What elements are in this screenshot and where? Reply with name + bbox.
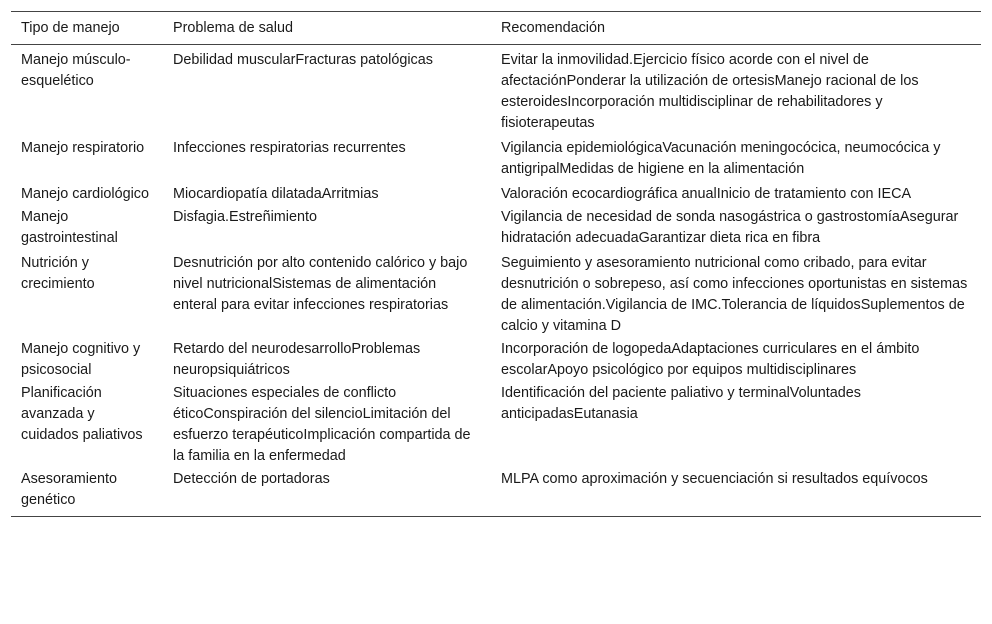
cell-recomendacion: MLPA como aproximación y secuenciación si resultados equívocos — [501, 471, 928, 487]
cell-tipo: Nutrición y crecimiento — [21, 255, 95, 292]
table-row — [11, 382, 981, 468]
cell-tipo: Manejo cognitivo y psicosocial — [21, 341, 141, 378]
cell-recomendacion: Vigilancia epidemiológicaVacunación meningocócica, neumocócica y antigripalMedidas de higiene en la alimentación — [501, 140, 941, 177]
cell-tipo: Planificación avanzada y cuidados paliativos — [21, 385, 143, 443]
cell-tipo: Manejo cardiológico — [21, 186, 149, 202]
cell-problema: Desnutrición por alto contenido calórico y bajo nivel nutricionalSistemas de alimentación enteral para evitar infecciones respiratorias — [173, 255, 468, 313]
table-row — [11, 137, 981, 183]
cell-problema: Detección de portadoras — [173, 471, 330, 487]
table-row — [11, 252, 981, 338]
cell-recomendacion: Incorporación de logopedaAdaptaciones curriculares en el ámbito escolarApoyo psicológico por equipos multidisciplinares — [501, 341, 920, 378]
table-body — [11, 45, 981, 517]
management-table — [11, 11, 981, 517]
cell-problema: Miocardiopatía dilatadaArritmias — [173, 186, 379, 202]
header-recomendacion: Recomendación — [501, 20, 605, 36]
cell-tipo: Manejo gastrointestinal — [21, 209, 118, 246]
cell-recomendacion: Vigilancia de necesidad de sonda nasogástrica o gastrostomíaAsegurar hidratación adecuadaGarantizar dieta rica en fibra — [501, 209, 959, 246]
cell-problema: Situaciones especiales de conflicto éticoConspiración del silencioLimitación del esfuerzo terapéuticoImplicación compartida de la familia en la enfermedad — [173, 385, 471, 464]
cell-recomendacion: Seguimiento y asesoramiento nutricional como cribado, para evitar desnutrición o sobrepeso, así como infecciones oportunistas en sistemas de alimentación.Vigilancia de IMC.Tolerancia de líquidosSuplementos de calcio y vitamina D — [501, 255, 968, 334]
table-row — [11, 183, 981, 206]
header-tipo-de-manejo: Tipo de manejo — [21, 20, 120, 36]
cell-problema: Debilidad muscularFracturas patológicas — [173, 52, 433, 68]
header-problema-de-salud: Problema de salud — [173, 20, 293, 36]
cell-problema: Retardo del neurodesarrolloProblemas neuropsiquiátricos — [173, 341, 421, 378]
management-table-container — [11, 11, 981, 517]
table-row — [11, 45, 981, 138]
cell-tipo: Manejo músculo-esquelético — [21, 52, 131, 89]
table-row — [11, 468, 981, 517]
table-row — [11, 338, 981, 382]
cell-problema: Infecciones respiratorias recurrentes — [173, 140, 406, 156]
table-row — [11, 206, 981, 252]
cell-recomendacion: Valoración ecocardiográfica anualInicio de tratamiento con IECA — [501, 186, 912, 202]
cell-tipo: Asesoramiento genético — [21, 471, 117, 508]
cell-tipo: Manejo respiratorio — [21, 140, 145, 156]
cell-recomendacion: Evitar la inmovilidad.Ejercicio físico acorde con el nivel de afectaciónPonderar la utilización de ortesisManejo racional de los esteroidesIncorporación multidisciplinar de rehabilitadores y fisioterapeutas — [501, 52, 919, 131]
header-row — [11, 12, 981, 45]
table-header — [11, 12, 981, 45]
cell-problema: Disfagia.Estreñimiento — [173, 209, 317, 225]
cell-recomendacion: Identificación del paciente paliativo y terminalVoluntades anticipadasEutanasia — [501, 385, 861, 422]
